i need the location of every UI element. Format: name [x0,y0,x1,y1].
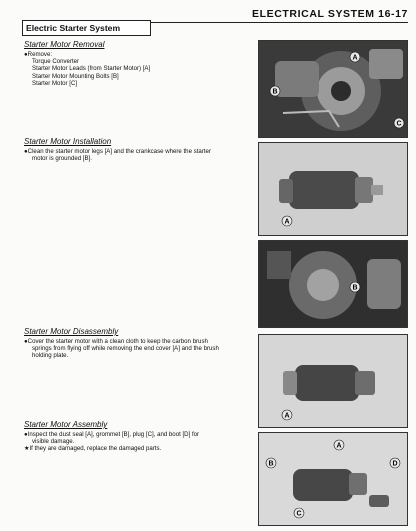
callout-a [282,216,292,226]
callout-b [350,282,360,292]
photo-starter-assembly [258,432,408,526]
photo-starter-disassembly [258,334,408,428]
disassembly-line: springs from flying off while removing the end cover [A] and the brush [32,345,219,353]
disassembly-line: ●Cover the starter motor with a clean cloth to keep the carbon brush [24,338,208,345]
svg-text:B: B [268,460,274,468]
installation-block [24,137,211,162]
assembly-line: ●Inspect the dust seal [A], grommet [B], plug [C], and boot [D] for [24,431,200,438]
svg-text:D: D [392,460,398,468]
photo-starter-removal [258,40,408,138]
disassembly-heading: Starter Motor Disassembly [24,327,119,336]
callout-c [294,508,304,518]
assembly-line: visible damage. [32,438,75,446]
svg-text:B: B [272,88,278,96]
svg-text:C: C [296,510,302,518]
disassembly-line: holding plate. [32,352,69,360]
assembly-block [24,420,199,453]
header-title: ELECTRICAL SYSTEM 16-17 [252,8,408,20]
svg-text:B: B [352,284,358,292]
installation-line: ●Clean the starter motor legs [A] and the crankcase where the starter [24,148,211,155]
callout-a [282,410,292,420]
removal-line: Starter Motor Mounting Bolts [B] [32,72,119,80]
callout-a [334,440,344,450]
svg-text:A: A [284,412,290,420]
svg-text:A: A [336,442,342,450]
photo-crankcase-ground [258,240,408,328]
callout-a [350,52,360,62]
removal-line: Starter Motor Leads (from Starter Motor) [A] [32,65,151,73]
photo-starter-installation [258,142,408,236]
callout-d [390,458,400,468]
svg-text:A: A [352,54,358,62]
callout-b [266,458,276,468]
installation-heading: Starter Motor Installation [24,137,112,146]
callout-b [270,86,280,96]
assembly-line: ★If they are damaged, replace the damaged parts. [24,445,162,453]
removal-line: Torque Converter [32,58,80,66]
removal-block [24,40,150,87]
svg-text:C: C [396,120,402,128]
removal-line: ●Remove: [24,51,53,58]
callout-c [394,118,404,128]
installation-line: motor is grounded [B]. [32,155,92,163]
svg-text:A: A [284,218,290,226]
section-title: Electric Starter System [22,20,151,36]
removal-line: Starter Motor [C] [32,79,78,87]
disassembly-block [24,327,219,360]
assembly-heading: Starter Motor Assembly [24,420,108,429]
removal-heading: Starter Motor Removal [24,40,105,49]
